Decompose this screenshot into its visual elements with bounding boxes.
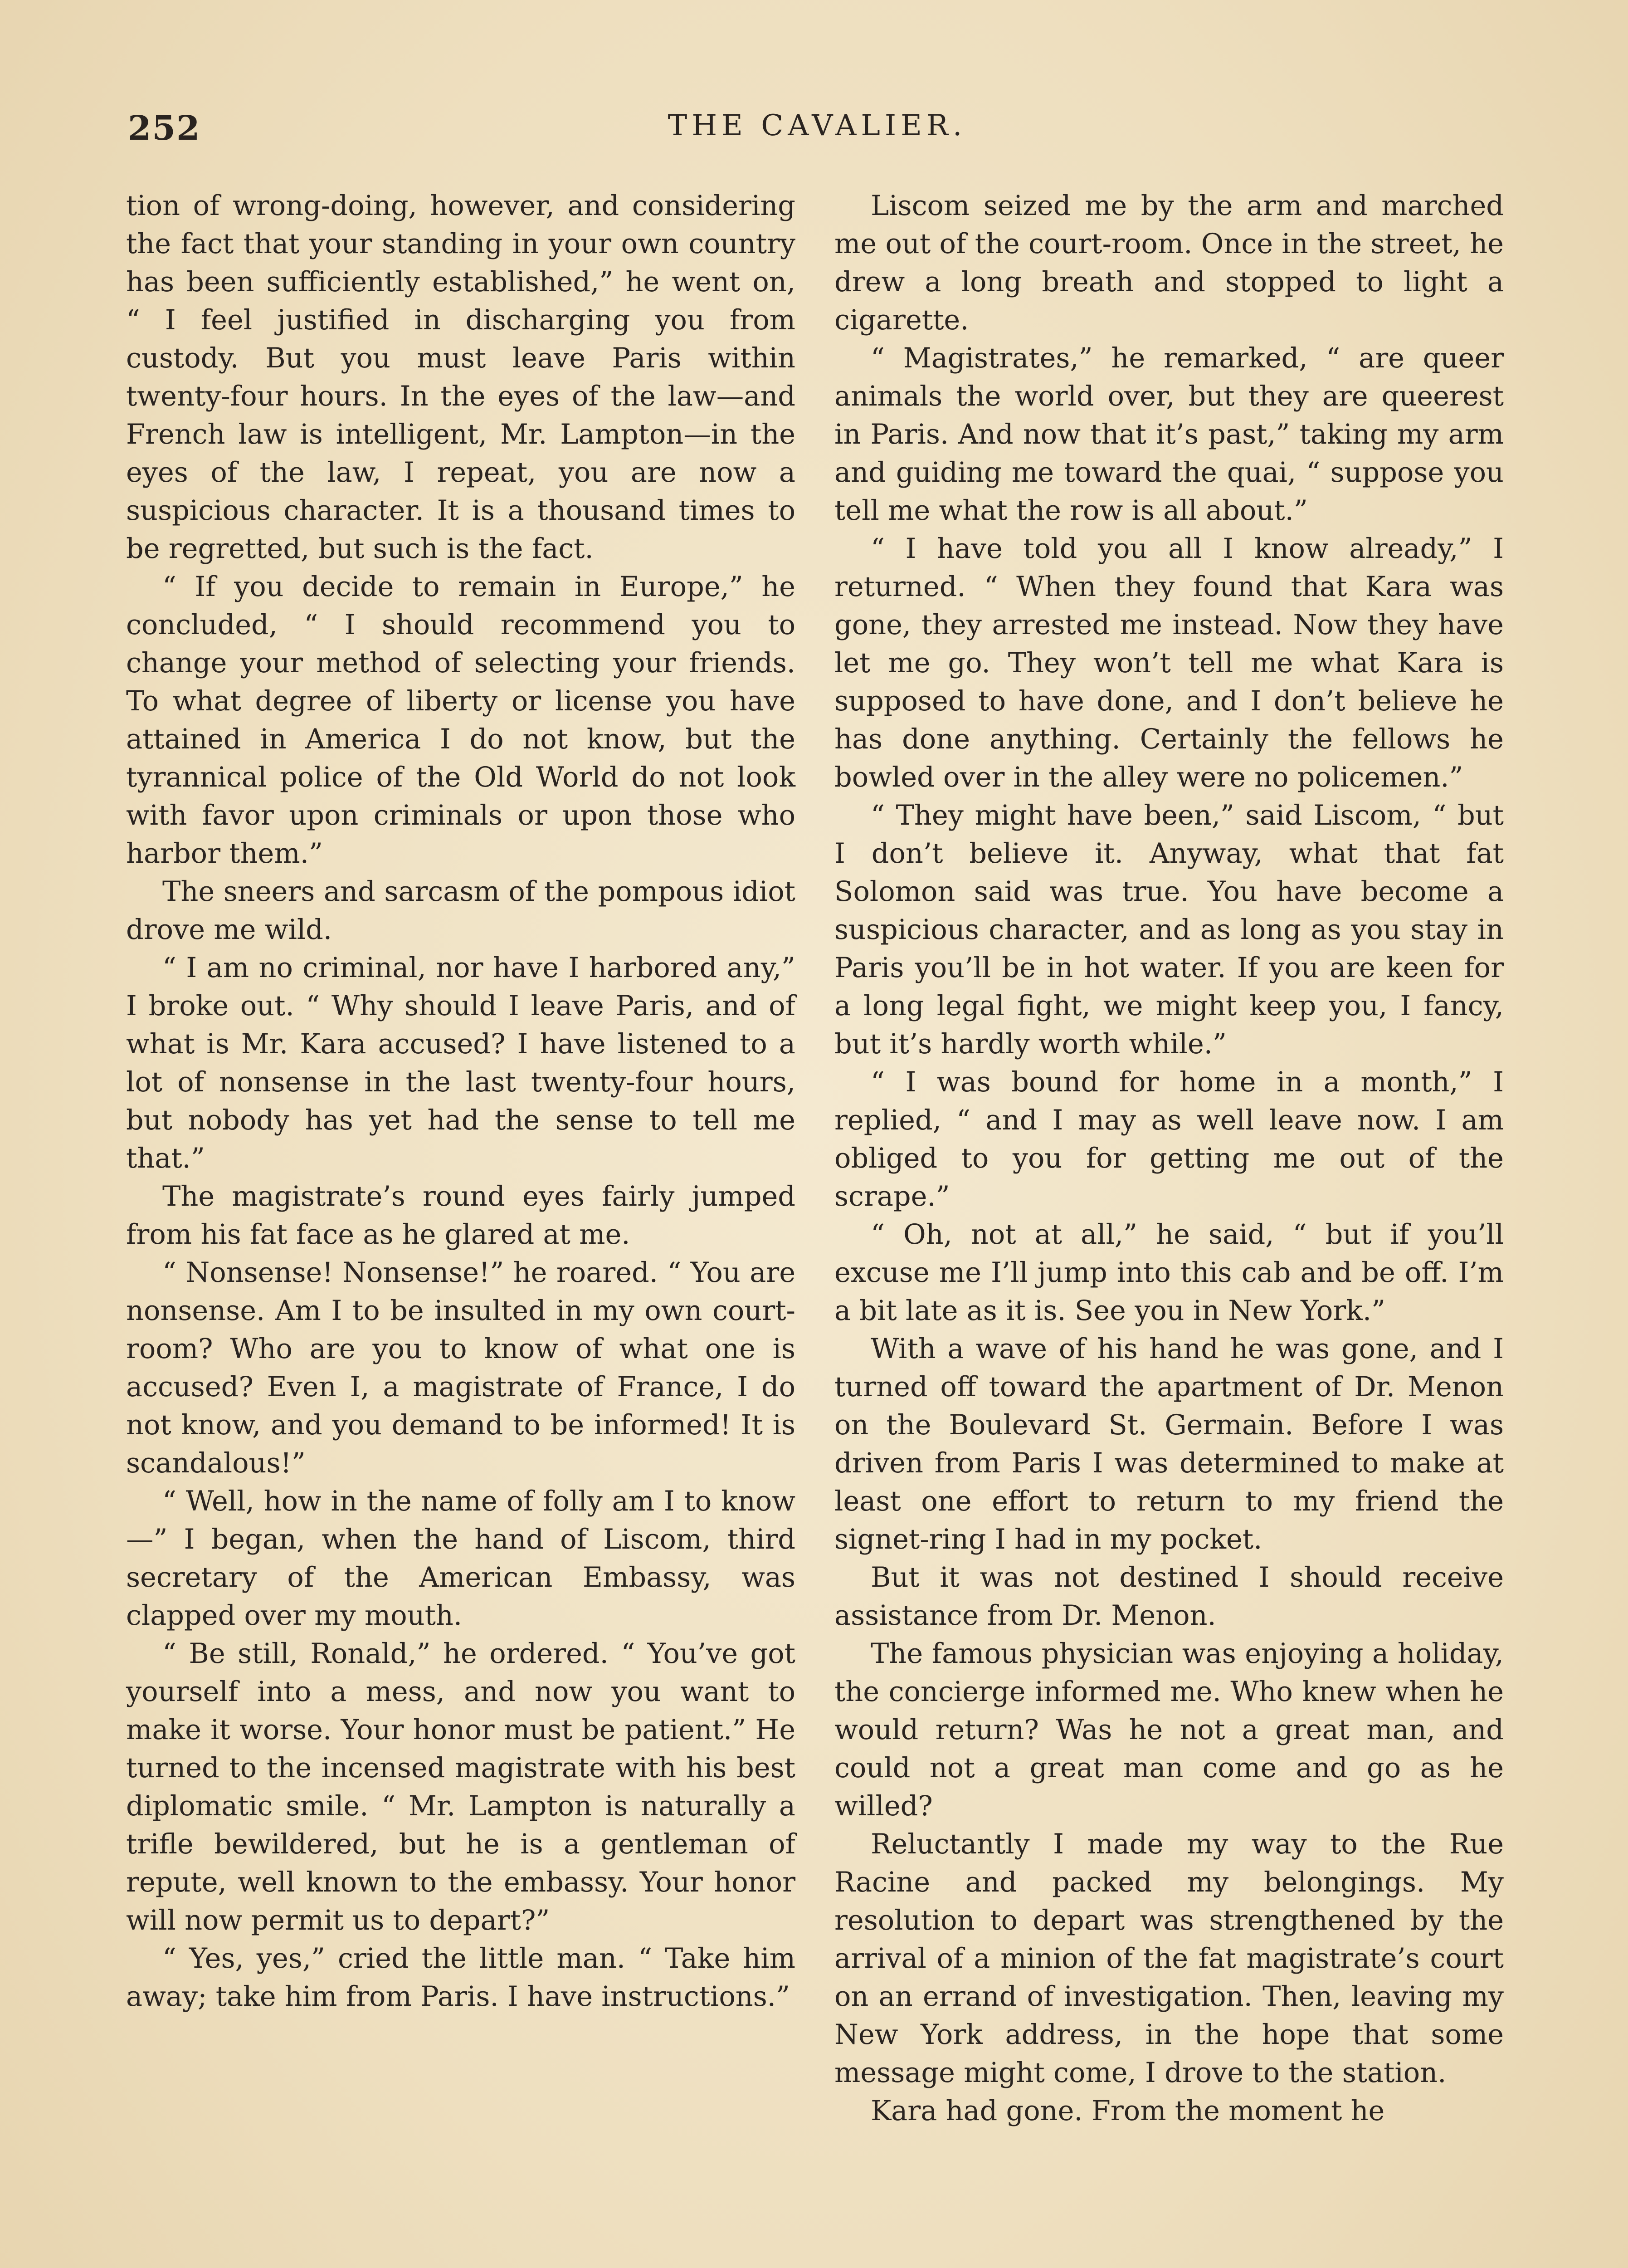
paragraph: “ I was bound for home in a month,” I replied, “ and I may as well leave now. I am obliged to you for getting me out of the scrape.” [834, 1066, 1504, 1212]
paragraph: “ Nonsense! Nonsense!” he roared. “ You are nonsense. Am I to be insulted in my own court-room? Who are you to know of what one is accused? Even I, a magistrate of France, I do not know, and you demand to be informed! It is scandalous!” [126, 1257, 795, 1479]
paragraph: The magistrate’s round eyes fairly jumped from his fat face as he glared at me. [126, 1181, 795, 1251]
paragraph: “ They might have been,” said Liscom, “ but I don’t believe it. Anyway, what that fat Solomon said was true. You have become a suspicious character, and as long as you stay in Paris you’ll be in hot water. If you are keen for a long legal fight, we might keep you, I fancy, but it’s hardly worth while.” [834, 800, 1504, 1060]
paragraph: “ Yes, yes,” cried the little man. “ Take him away; take him from Paris. I have instructions.” [126, 1943, 795, 2013]
page-number: 252 [128, 109, 201, 148]
paragraph: “ If you decide to remain in Europe,” he concluded, “ I should recommend you to change your method of selecting your friends. To what degree of liberty or license you have attained in America I do not know, but the tyrannical police of the Old World do not look with favor upon criminals or upon those who harbor them.” [126, 571, 795, 870]
paragraph: The sneers and sarcasm of the pompous idiot drove me wild. [126, 876, 795, 946]
left-column [126, 187, 795, 2016]
paragraph: The famous physician was enjoying a holiday, the concierge informed me. Who knew when he would return? Was he not a great man, and could not a great man come and go as he willed? [834, 1638, 1504, 1822]
paragraph: Kara had gone. From the moment he [871, 2095, 1385, 2127]
right-column [834, 187, 1504, 2130]
paragraph: Liscom seized me by the arm and marched me out of the court-room. Once in the street, he drew a long breath and stopped to light a cigarette. [834, 190, 1504, 336]
paragraph: “ Well, how in the name of folly am I to know—” I began, when the hand of Liscom, third secretary of the American Embassy, was clapped over my mouth. [126, 1486, 795, 1632]
paragraph: With a wave of his hand he was gone, and I turned off toward the apartment of Dr. Menon on the Boulevard St. Germain. Before I was driven from Paris I was determined to make at least one effort to return to my friend the signet-ring I had in my pocket. [834, 1333, 1504, 1555]
paragraph: But it was not destined I should receive assistance from Dr. Menon. [834, 1562, 1504, 1632]
page-header [128, 109, 1506, 163]
paragraph: “ I am no criminal, nor have I harbored any,” I broke out. “ Why should I leave Paris, and of what is Mr. Kara accused? I have listened to a lot of nonsense in the last twenty-four hours, but nobody has yet had the sense to tell me that.” [126, 952, 795, 1174]
paragraph: “ Be still, Ronald,” he ordered. “ You’ve got yourself into a mess, and now you want to make it worse. Your honor must be patient.” He turned to the incensed magistrate with his best diplomatic smile. “ Mr. Lampton is naturally a trifle bewildered, but he is a gentleman of repute, well known to the embassy. Your honor will now permit us to depart?” [126, 1638, 795, 1936]
paragraph: Reluctantly I made my way to the Rue Racine and packed my belongings. My resolution to depart was strengthened by the arrival of a minion of the fat magistrate’s court on an errand of investigation. Then, leaving my New York address, in the hope that some message might come, I drove to the station. [834, 1828, 1504, 2089]
paragraph: tion of wrong-doing, however, and considering the fact that your standing in your own country has been sufficiently established,” he went on, “ I feel justified in discharging you from custody. But you must leave Paris within twenty-four hours. In the eyes of the law—and French law is intelligent, Mr. Lampton—in the eyes of the law, I repeat, you are now a suspicious character. It is a thousand times to be regretted, but such is the fact. [126, 190, 795, 565]
paragraph: “ I have told you all I know already,” I returned. “ When they found that Kara was gone, they arrested me instead. Now they have let me go. They won’t tell me what Kara is supposed to have done, and I don’t believe he has done anything. Certainly the fellows he bowled over in the alley were no policemen.” [834, 533, 1504, 793]
paragraph: “ Oh, not at all,” he said, “ but if you’ll excuse me I’ll jump into this cab and be off. I’m a bit late as it is. See you in New York.” [834, 1219, 1504, 1327]
paragraph: “ Magistrates,” he remarked, “ are queer animals the world over, but they are queerest in Paris. And now that it’s past,” taking my arm and guiding me toward the quai, “ suppose you tell me what the row is all about.” [834, 342, 1504, 527]
running-head: THE CAVALIER. [668, 109, 967, 142]
